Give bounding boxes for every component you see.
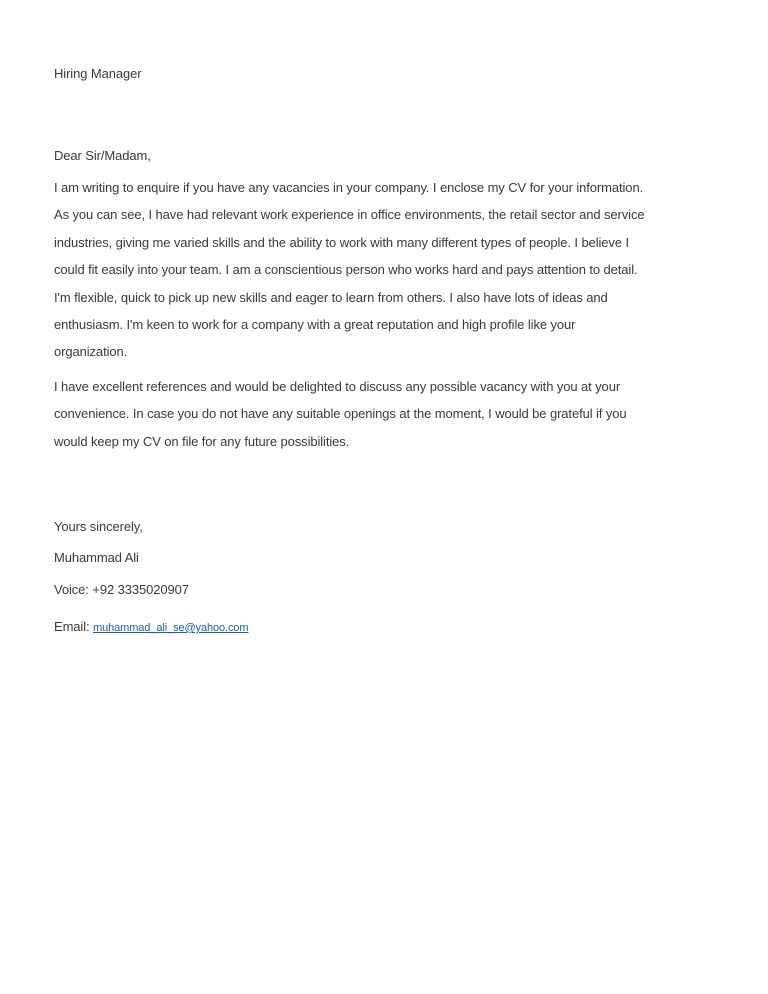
paragraph-line: As you can see, I have had relevant work experience in office environments, the retail sector and service xyxy=(54,207,645,223)
paragraph-line: organization. xyxy=(54,344,128,360)
paragraph-line: I have excellent references and would be delighted to discuss any possible vacancy with you at your xyxy=(54,379,621,394)
closing-line: Yours sincerely, xyxy=(54,519,143,534)
email-line xyxy=(54,619,704,634)
paragraph-line: enthusiasm. I'm keen to work for a company with a great reputation and high profile like your xyxy=(54,317,576,333)
email-link[interactable]: muhammad_ali_se@yahoo.com xyxy=(93,622,249,634)
phone-line: Voice: +92 3335020907 xyxy=(54,582,189,597)
paragraph-line: I am writing to enquire if you have any vacancies in your company. I enclose my CV for your information. xyxy=(54,180,644,195)
paragraph-line: could fit easily into your team. I am a conscientious person who works hard and pays attention to detail. xyxy=(54,262,638,278)
recipient-line: Hiring Manager xyxy=(54,66,142,81)
paragraph-line: convenience. In case you do not have any suitable openings at the moment, I would be grateful if you xyxy=(54,406,627,422)
salutation: Dear Sir/Madam, xyxy=(54,148,151,163)
paragraph-line: industries, giving me varied skills and the ability to work with many different types of people. I believe I xyxy=(54,234,629,250)
email-label: Email: xyxy=(54,619,90,634)
paragraph-line: I'm flexible, quick to pick up new skills and eager to learn from others. I also have lots of ideas and xyxy=(54,289,608,305)
paragraph-line: would keep my CV on file for any future possibilities. xyxy=(54,433,350,449)
signer-name: Muhammad Ali xyxy=(54,550,139,565)
body-paragraph-1 xyxy=(54,174,704,366)
body-paragraph-2 xyxy=(54,373,704,455)
